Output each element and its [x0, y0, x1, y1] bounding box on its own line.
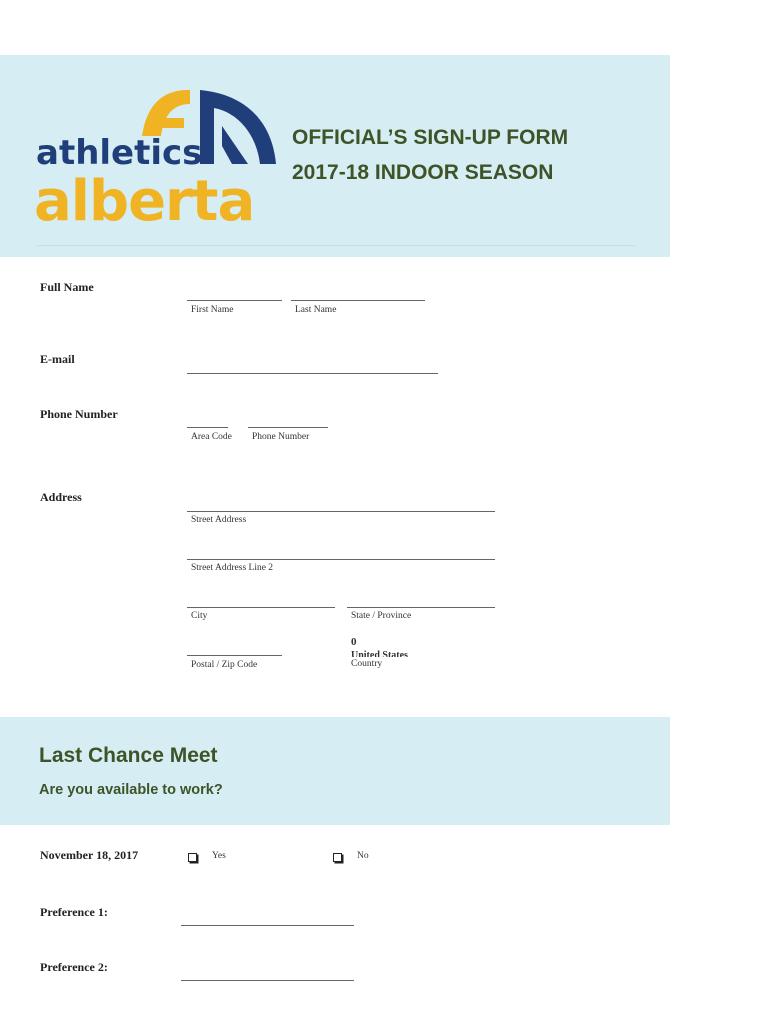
country-select[interactable]	[351, 648, 431, 657]
meet-date-label: November 18, 2017	[40, 848, 139, 862]
logo-word-alberta: alberta	[34, 169, 255, 226]
country-selected-value: United States	[351, 650, 408, 657]
postal-code-input[interactable]	[187, 655, 282, 656]
state-province-sublabel: State / Province	[351, 611, 412, 621]
country-sublabel: Country	[351, 659, 383, 669]
email-input[interactable]	[187, 373, 438, 374]
street-address-input[interactable]	[187, 511, 495, 512]
first-name-sublabel: First Name	[191, 305, 234, 315]
first-name-input[interactable]	[187, 300, 282, 301]
last-name-sublabel: Last Name	[295, 305, 337, 315]
header-divider	[37, 245, 635, 246]
meet-banner	[0, 717, 670, 825]
city-sublabel: City	[191, 611, 208, 621]
city-input[interactable]	[187, 607, 335, 608]
yes-checkbox[interactable]	[188, 853, 197, 862]
no-option-label: No	[357, 851, 369, 861]
country-select-value[interactable]: 0	[351, 636, 357, 648]
form-title: OFFICIAL’S SIGN-UP FORM	[292, 126, 569, 149]
address-label: Address	[40, 490, 82, 504]
no-checkbox[interactable]	[333, 853, 342, 862]
phone-number-input[interactable]	[248, 427, 328, 428]
full-name-label: Full Name	[40, 280, 94, 294]
preference-1-input[interactable]	[181, 925, 354, 926]
street-address-sublabel: Street Address	[191, 515, 247, 525]
phone-number-sublabel: Phone Number	[252, 432, 310, 442]
preference-1-label: Preference 1:	[40, 905, 108, 919]
logo-word-athletics: athletics	[36, 133, 203, 173]
athletics-alberta-logo	[34, 86, 282, 226]
postal-code-sublabel: Postal / Zip Code	[191, 660, 258, 670]
area-code-input[interactable]	[187, 427, 228, 428]
state-province-input[interactable]	[347, 607, 495, 608]
last-name-input[interactable]	[291, 300, 425, 301]
street-address-line2-input[interactable]	[187, 559, 495, 560]
phone-label: Phone Number	[40, 407, 118, 421]
preference-2-input[interactable]	[181, 980, 354, 981]
meet-subtitle: Are you available to work?	[39, 782, 223, 798]
area-code-sublabel: Area Code	[191, 432, 232, 442]
street-address-line2-sublabel: Street Address Line 2	[191, 563, 274, 573]
email-label: E-mail	[40, 352, 75, 366]
preference-2-label: Preference 2:	[40, 960, 108, 974]
meet-title: Last Chance Meet	[39, 744, 218, 767]
yes-option-label: Yes	[212, 851, 226, 861]
season-title: 2017-18 INDOOR SEASON	[292, 161, 554, 184]
